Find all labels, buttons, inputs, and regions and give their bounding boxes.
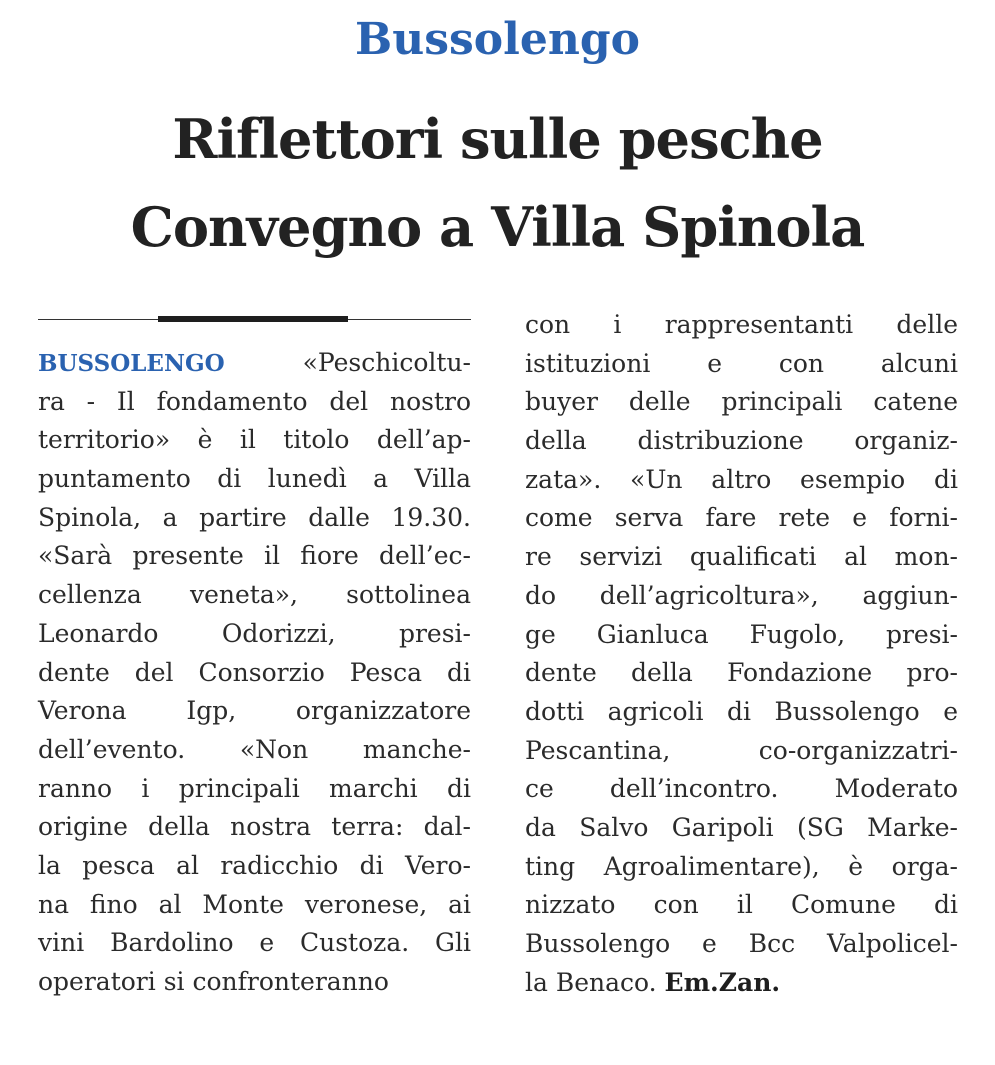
- line-text: operatori si confronteranno: [38, 967, 389, 996]
- line-text: «Sarà presente il fiore dell’ec-: [38, 541, 471, 571]
- text-line: [525, 345, 958, 384]
- text-line: [38, 886, 471, 925]
- line-text: vini Bardolino e Custoza. Gli: [38, 928, 471, 958]
- line-text: Verona Igp, organizzatore: [38, 696, 471, 726]
- byline: Em.Zan.: [664, 967, 781, 997]
- text-line-content: [38, 963, 389, 1002]
- text-line-content: [38, 808, 471, 847]
- text-line: [525, 964, 958, 1003]
- text-line: [38, 499, 471, 538]
- text-line: [525, 499, 958, 538]
- line-text: la Benaco.: [525, 967, 657, 997]
- line-text: puntamento di lunedì a Villa: [38, 464, 471, 494]
- line-text: zata». «Un altro esempio di: [525, 464, 958, 494]
- text-line-content: [525, 616, 958, 655]
- line-text: nizzato con il Comune di: [525, 890, 958, 920]
- text-line: [525, 422, 958, 461]
- line-text: dente della Fondazione pro-: [525, 658, 958, 688]
- line-text: dente del Consorzio Pesca di: [38, 657, 471, 687]
- text-line-content: [38, 692, 471, 731]
- line-text: «Peschicoltu-: [302, 348, 471, 377]
- text-line: [525, 770, 958, 809]
- headline-line-2: Convegno a Villa Spinola: [130, 195, 865, 259]
- text-line-content: [38, 654, 471, 693]
- text-line: [38, 537, 471, 576]
- divider-accent-bar: [158, 316, 348, 322]
- section-kicker: Bussolengo: [355, 14, 640, 65]
- text-line: [525, 732, 958, 771]
- line-text: origine della nostra terra: dal-: [38, 812, 471, 842]
- text-line-content: [525, 809, 958, 848]
- text-line-content: [38, 731, 471, 770]
- text-line: [38, 344, 471, 383]
- text-line-content: [525, 383, 958, 422]
- text-line: [525, 306, 958, 345]
- line-text: Pescantina, co-organizzatri-: [525, 735, 958, 765]
- text-line: [38, 421, 471, 460]
- text-line-content: [38, 537, 471, 576]
- line-text: na fino al Monte veronese, ai: [38, 889, 471, 919]
- text-line-content: [525, 422, 958, 461]
- line-text: della distribuzione organiz-: [525, 426, 958, 456]
- line-text: la pesca al radicchio di Vero-: [38, 850, 471, 880]
- line-text: ting Agroalimentare), è orga-: [525, 851, 958, 881]
- text-line: [38, 460, 471, 499]
- line-text: Spinola, a partire dalle 19.30.: [38, 502, 471, 532]
- text-line: [525, 461, 958, 500]
- text-line: [525, 577, 958, 616]
- text-line-content: [525, 964, 780, 1003]
- text-line-content: [38, 615, 471, 654]
- text-line-content: [525, 848, 958, 887]
- line-text: ge Gianluca Fugolo, presi-: [525, 619, 958, 649]
- text-line-content: [525, 499, 958, 538]
- text-line-content: [38, 383, 471, 422]
- text-line: [38, 924, 471, 963]
- text-line-content: [525, 925, 958, 964]
- text-line-content: [525, 577, 958, 616]
- line-text: ra - Il fondamento del nostro: [38, 386, 471, 416]
- text-line-content: [525, 654, 958, 693]
- text-line-content: [38, 576, 471, 615]
- text-line-content: [38, 421, 471, 460]
- line-text: Bussolengo e Bcc Valpolicel-: [525, 929, 958, 958]
- line-text: da Salvo Garipoli (SG Marke-: [525, 812, 958, 842]
- text-line: [38, 963, 471, 1002]
- article-column-right: [525, 306, 958, 1002]
- headline-line-1: Riflettori sulle pesche: [172, 107, 823, 171]
- line-text: territorio» è il titolo dell’ap-: [38, 425, 471, 455]
- text-line: [525, 616, 958, 655]
- line-text: cellenza veneta», sottolinea: [38, 580, 471, 610]
- text-line: [525, 809, 958, 848]
- text-line: [38, 576, 471, 615]
- text-line: [38, 654, 471, 693]
- text-line: [38, 847, 471, 886]
- headline: [0, 95, 995, 271]
- line-text: dotti agricoli di Bussolengo e: [525, 696, 958, 726]
- line-text: con i rappresentanti delle: [525, 310, 958, 339]
- text-line: [525, 925, 958, 964]
- text-line-content: [525, 693, 958, 732]
- text-line: [38, 731, 471, 770]
- text-line-content: [38, 924, 471, 963]
- text-line: [38, 692, 471, 731]
- line-text: ce dell’incontro. Moderato: [525, 774, 958, 804]
- line-text: dell’evento. «Non manche-: [38, 734, 471, 764]
- line-text: ranno i principali marchi di: [38, 773, 471, 803]
- line-text: Leonardo Odorizzi, presi-: [38, 618, 471, 648]
- text-line: [525, 693, 958, 732]
- line-text: buyer delle principali catene: [525, 387, 958, 417]
- text-line-content: [38, 886, 471, 925]
- text-line: [525, 383, 958, 422]
- line-text: come serva fare rete e forni-: [525, 503, 958, 533]
- text-line-content: [525, 886, 958, 925]
- text-line-content: [38, 344, 471, 384]
- text-line-content: [38, 847, 471, 886]
- text-line: [38, 770, 471, 809]
- text-line: [525, 538, 958, 577]
- text-line: [525, 654, 958, 693]
- article-column-left: [38, 344, 471, 1002]
- text-line-content: [38, 770, 471, 809]
- text-line: [525, 886, 958, 925]
- dateline: BUSSOLENGO: [38, 350, 225, 377]
- text-line-content: [525, 306, 958, 345]
- text-line: [38, 383, 471, 422]
- line-text: do dell’agricoltura», aggiun-: [525, 580, 958, 610]
- text-line-content: [525, 732, 958, 771]
- text-line-content: [525, 538, 958, 577]
- text-line: [525, 848, 958, 887]
- line-text: re servizi qualificati al mon-: [525, 542, 958, 572]
- text-line-content: [525, 770, 958, 809]
- text-line-content: [525, 461, 958, 500]
- text-line-content: [38, 460, 471, 499]
- text-line-content: [525, 345, 958, 384]
- text-line-content: [38, 499, 471, 538]
- text-line: [38, 808, 471, 847]
- text-line: [38, 615, 471, 654]
- line-text: istituzioni e con alcuni: [525, 348, 958, 378]
